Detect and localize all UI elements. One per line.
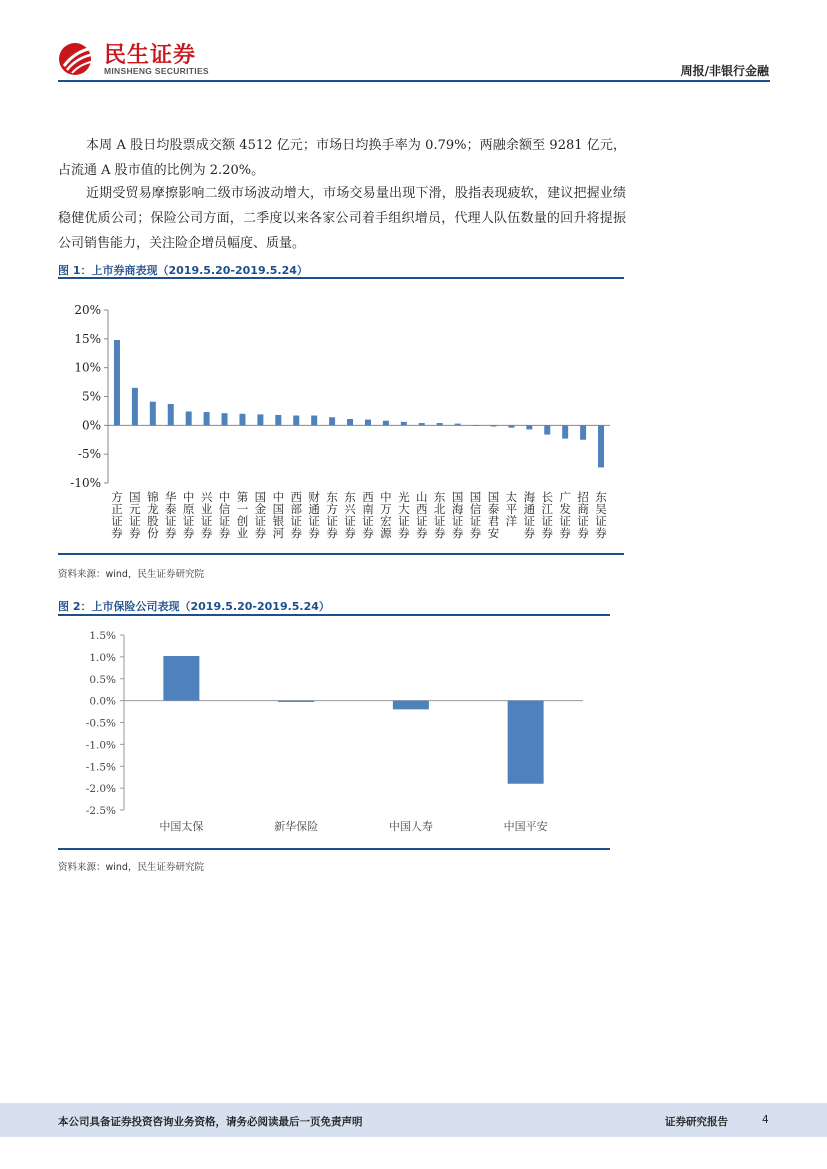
y-tick-label: -1.5% — [85, 761, 116, 774]
x-tick-label: 中国人寿 — [388, 820, 433, 833]
bar-光大证券 — [401, 422, 407, 425]
x-tick-label: 长江证券 — [540, 491, 555, 539]
footer-report-type: 证券研究报告 — [665, 1116, 728, 1128]
bar-新华保险 — [278, 701, 314, 702]
bar-中原证券 — [186, 411, 192, 425]
bar-中万宏源 — [383, 421, 389, 426]
bar-锦龙股份 — [150, 402, 156, 426]
x-tick-label: 兴业证券 — [199, 491, 214, 539]
bar-国元证券 — [132, 388, 138, 425]
bar-东吴证券 — [598, 425, 604, 467]
page-number: 4 — [762, 1114, 769, 1126]
figure2-bottom-rule — [58, 848, 610, 850]
x-tick-label: 西南证券 — [360, 491, 375, 539]
y-tick-label: -2.5% — [85, 805, 116, 817]
x-tick-label: 太平洋 — [504, 491, 519, 527]
x-tick-label: 中国平安 — [503, 820, 548, 833]
bar-兴业证券 — [204, 412, 210, 425]
x-tick-label: 国金证券 — [253, 491, 268, 539]
body-paragraph-2: 近期受贸易摩擦影响二级市场波动增大，市场交易量出现下滑，股指表现疲软，建议把握业绩稳健优质公司；保险公司方面，二季度以来各家公司着手组织增员，代理人队伍数量的回升将提振公司销售能力，关注险企增员幅度、质量。 — [58, 186, 626, 251]
y-tick-label: -10% — [70, 476, 101, 490]
figure1-caption: 图 1：上市券商表现（2019.5.20-2019.5.24） — [58, 264, 308, 277]
y-tick-label: -0.5% — [85, 717, 116, 730]
bar-中国人寿 — [393, 701, 429, 710]
x-tick-label: 第一创业 — [235, 491, 250, 539]
bar-国金证券 — [257, 414, 263, 425]
minsheng-logo-icon — [58, 42, 98, 76]
logo-text-cn: 民生证券 — [104, 43, 197, 68]
x-tick-label: 中国银河 — [271, 491, 286, 539]
x-tick-label: 招商证券 — [576, 491, 591, 539]
x-tick-label: 财通证券 — [307, 491, 322, 539]
x-tick-label: 锦龙股份 — [145, 491, 160, 539]
y-tick-label: -1.0% — [85, 739, 116, 752]
figure2-caption: 图 2：上市保险公司表现（2019.5.20-2019.5.24） — [58, 600, 330, 613]
bar-财通证券 — [311, 416, 317, 426]
x-tick-label: 广发证券 — [558, 491, 573, 539]
footer-disclaimer: 本公司具备证券投资咨询业务资格，请务必阅读最后一页免责声明 — [58, 1116, 363, 1128]
figure1-source: 资料来源：wind，民生证券研究院 — [58, 569, 204, 580]
bar-中国平安 — [508, 701, 544, 784]
y-tick-label: 10% — [74, 360, 101, 375]
x-tick-label: 国元证券 — [127, 491, 142, 539]
bar-太平洋 — [508, 425, 514, 427]
x-tick-label: 新华保险 — [274, 820, 319, 833]
body-paragraph-1: 本周 A 股日均股票成交额 4512 亿元；市场日均换手率为 0.79%；两融余额至 9281 亿元，占流通 A 股市值的比例为 2.20%。 — [58, 138, 626, 178]
bar-中信证券 — [222, 413, 228, 425]
x-tick-label: 国泰君安 — [486, 491, 501, 539]
x-tick-label: 山西证券 — [414, 491, 429, 539]
x-tick-label: 中国太保 — [159, 820, 204, 833]
y-tick-label: 0.5% — [89, 673, 116, 686]
figure2-source: 资料来源：wind，民生证券研究院 — [58, 862, 204, 873]
x-tick-label: 国海证券 — [450, 491, 465, 539]
bar-东北证券 — [437, 423, 443, 425]
figure1-bottom-rule — [58, 553, 624, 555]
bar-西南证券 — [365, 420, 371, 426]
bar-长江证券 — [544, 425, 550, 434]
figure1-top-rule — [58, 277, 624, 279]
bar-中国银河 — [275, 415, 281, 425]
x-tick-label: 东兴证券 — [343, 491, 358, 539]
figure2-top-rule — [58, 614, 610, 616]
x-tick-label: 中信证券 — [217, 491, 232, 539]
y-tick-label: 15% — [74, 331, 101, 346]
bar-中国太保 — [163, 656, 199, 701]
x-tick-label: 方正证券 — [109, 491, 124, 539]
header-title: 周报/非银行金融 — [680, 64, 769, 78]
bar-招商证券 — [580, 425, 586, 439]
bar-第一创业 — [239, 414, 245, 426]
header-divider — [58, 80, 770, 82]
bar-国泰君安 — [490, 425, 496, 426]
bar-国信证券 — [473, 425, 479, 426]
x-tick-label: 光大证券 — [396, 491, 411, 539]
x-tick-label: 国信证券 — [468, 491, 483, 539]
x-tick-label: 华泰证券 — [163, 491, 178, 539]
logo-text-en: MINSHENG SECURITIES — [104, 66, 209, 76]
x-tick-label: 西部证券 — [289, 491, 304, 539]
bar-东兴证券 — [347, 419, 353, 425]
bar-华泰证券 — [168, 404, 174, 425]
y-tick-label: 1.5% — [89, 630, 116, 642]
bar-方正证券 — [114, 340, 120, 425]
bar-东方证券 — [329, 417, 335, 425]
insurance-bar-chart — [58, 617, 610, 847]
x-tick-label: 东北证券 — [432, 491, 447, 539]
y-tick-label: 5% — [81, 389, 101, 404]
x-tick-label: 中万宏源 — [378, 491, 393, 539]
bar-广发证券 — [562, 425, 568, 438]
x-tick-label: 海通证券 — [522, 491, 537, 539]
x-tick-label: 中原证券 — [181, 491, 196, 539]
bar-西部证券 — [293, 416, 299, 426]
securities-bar-chart — [58, 280, 624, 552]
y-tick-label: 1.0% — [89, 651, 116, 664]
y-tick-label: -5% — [77, 447, 101, 462]
y-tick-label: 0.0% — [89, 695, 116, 708]
bar-海通证券 — [526, 425, 532, 429]
y-tick-label: -2.0% — [85, 783, 116, 796]
y-tick-label: 0% — [81, 418, 101, 433]
bar-国海证券 — [455, 424, 461, 426]
x-tick-label: 东吴证券 — [594, 491, 609, 539]
y-tick-label: 20% — [74, 303, 101, 317]
bar-山西证券 — [419, 423, 425, 425]
x-tick-label: 东方证券 — [325, 491, 340, 539]
